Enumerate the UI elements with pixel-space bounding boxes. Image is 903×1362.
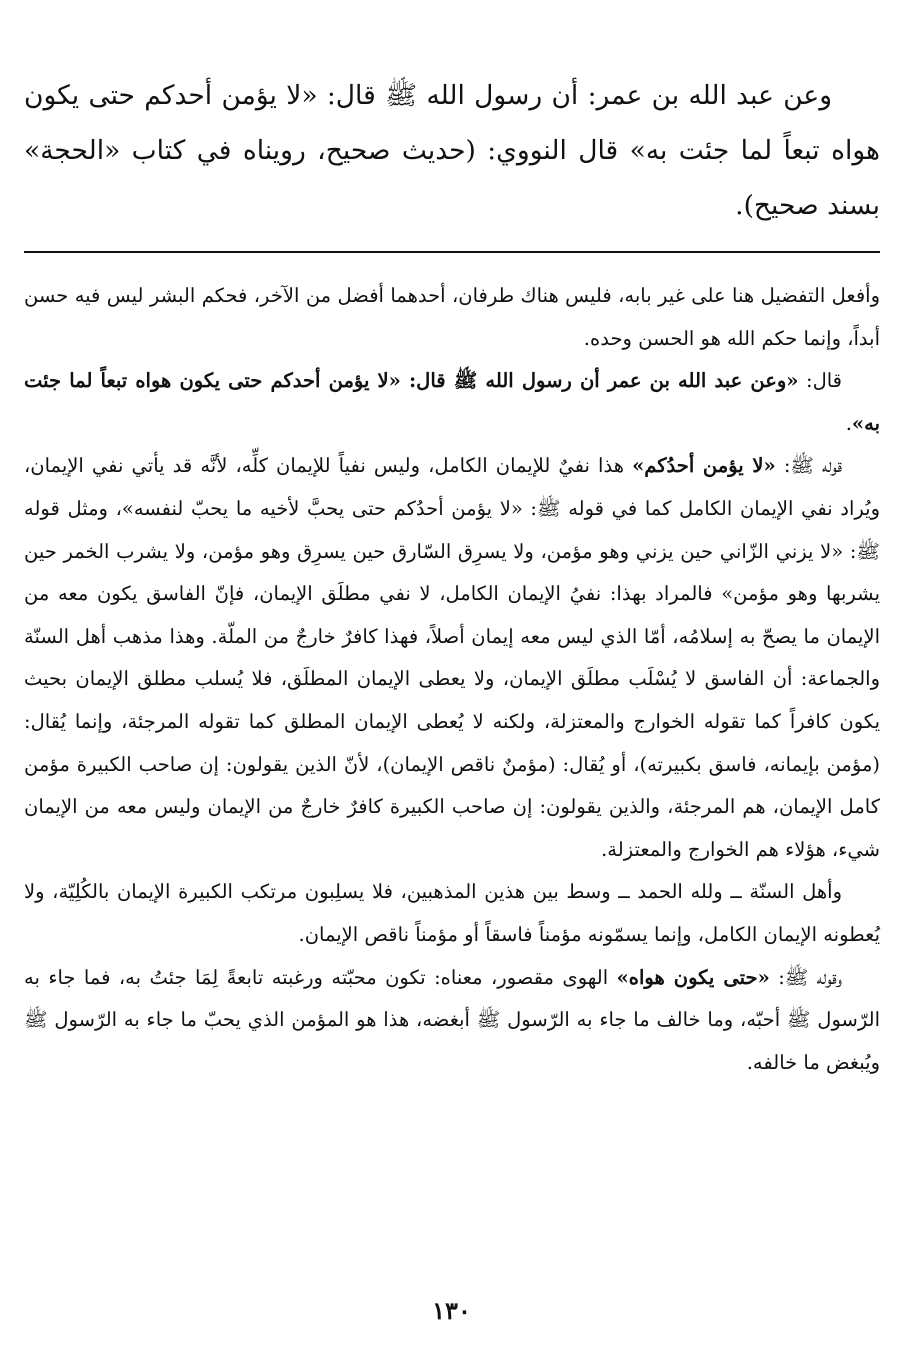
commentary [24, 275, 880, 1084]
commentary-paragraph-3 [24, 445, 880, 871]
commentary-paragraph-4: وأهل السنّة ــ ولله الحمد ــ وسط بين هذين المذهبين، فلا يسلِبون مرتكب الكبيرة الإيمان بالكُلِيّة، ولا يُعطونه الإيمان الكامل، وإنما يسمّونه مؤمناً فاسقاً أو مؤمناً ناقص الإيمان. [24, 880, 880, 946]
paragraph-5-body: الهوى مقصور، معناه: تكون محبّته ورغبته تابعةً لِمَا جئتُ به، فما جاء به الرّسول ﷺ أحبّه، وما خالف ما جاء به الرّسول ﷺ أبغضه، هذا هو المؤمن الذي يحبّ ما جاء به الرّسول ﷺ ويُبغض ما خالفه. [24, 965, 880, 1074]
paragraph-2-prefix: قال: [798, 369, 843, 393]
section-divider [24, 251, 880, 253]
paragraph-3-body: هذا نفيٌ للإيمان الكامل، وليس نفياً للإيمان كلِّه، لأنَّه قد يأتي نفي الإيمان، ويُراد نفي الإيمان الكامل كما في قوله ﷺ: «لا يؤمن أحدُكم حتى يحبَّ لأخيه ما يحبّ لنفسه»، ومثل قوله ﷺ: «لا يزني الزّاني حين يزني وهو مؤمن، ولا يسرِق السّارق حين يسرِق وهو مؤمن، ولا يشرب الخمر حين يشربها وهو مؤمن» فالمراد بهذا: نفيُ الإيمان الكامل، لا نفي مطلَق الإيمان، فإنّ الفاسق يكون معه من الإيمان ما يصحّ به إسلامُه، أمّا الذي ليس معه إيمان أصلاً، فهذا كافرٌ خارجٌ من الملّة. وهذا مذهب أهل السنّة والجماعة: أن الفاسق لا يُسْلَب مطلَق الإيمان، ولا يعطى الإيمان المطلَق، فلا يُسلب مطلق الإيمان بحيث يكون كافراً كما تقوله الخوارج والمعتزلة، ولكنه لا يُعطى الإيمان المطلق كما تقوله المرجئة، وإنما يُقال: (مؤمن بإيمانه، فاسق بكبيرته)، أو يُقال: (مؤمنٌ ناقص الإيمان)، لأنّ الذين يقولون: إن صاحب الكبيرة مؤمن كامل الإيمان، هم المرجئة، والذين يقولون: إن صاحب الكبيرة كافرٌ خارجٌ من الإيمان وليس معه من الإيمان شيء، هؤلاء هم الخوارج والمعتزلة. [24, 454, 880, 861]
book-page [24, 68, 880, 1084]
paragraph-3-prefix: قوله ﷺ: [775, 454, 842, 478]
page-number: ١٣٠ [432, 1296, 471, 1325]
quoted-phrase-2: «حتى يكون هواه» [616, 965, 770, 989]
hadith-body: وعن عبد الله بن عمر: أن رسول الله ﷺ قال: «لا يؤمن أحدكم حتى يكون هواه تبعاً لما جئت به» قال النووي: (حديث صحيح، رويناه في كتاب «الحجة» بسند صحيح). [24, 80, 880, 221]
quoted-phrase: «لا يؤمن أحدُكم» [632, 454, 776, 478]
hadith-text [24, 68, 880, 233]
paragraph-5-prefix: وقوله ﷺ: [769, 965, 843, 989]
commentary-paragraph-5 [24, 957, 880, 1085]
quoted-hadith: «وعن عبد الله بن عمر أن رسول الله ﷺ قال: «لا يؤمن أحدكم حتى يكون هواه تبعاً لما جئت به» [24, 369, 880, 435]
commentary-paragraph-2 [24, 360, 880, 445]
paragraph-2-suffix: . [845, 411, 852, 435]
commentary-paragraph-1: وأفعل التفضيل هنا على غير بابه، فليس هناك طرفان، أحدهما أفضل من الآخر، فحكم البشر ليس فيه حسن أبداً، وإنما حكم الله هو الحسن وحده. [24, 284, 880, 350]
